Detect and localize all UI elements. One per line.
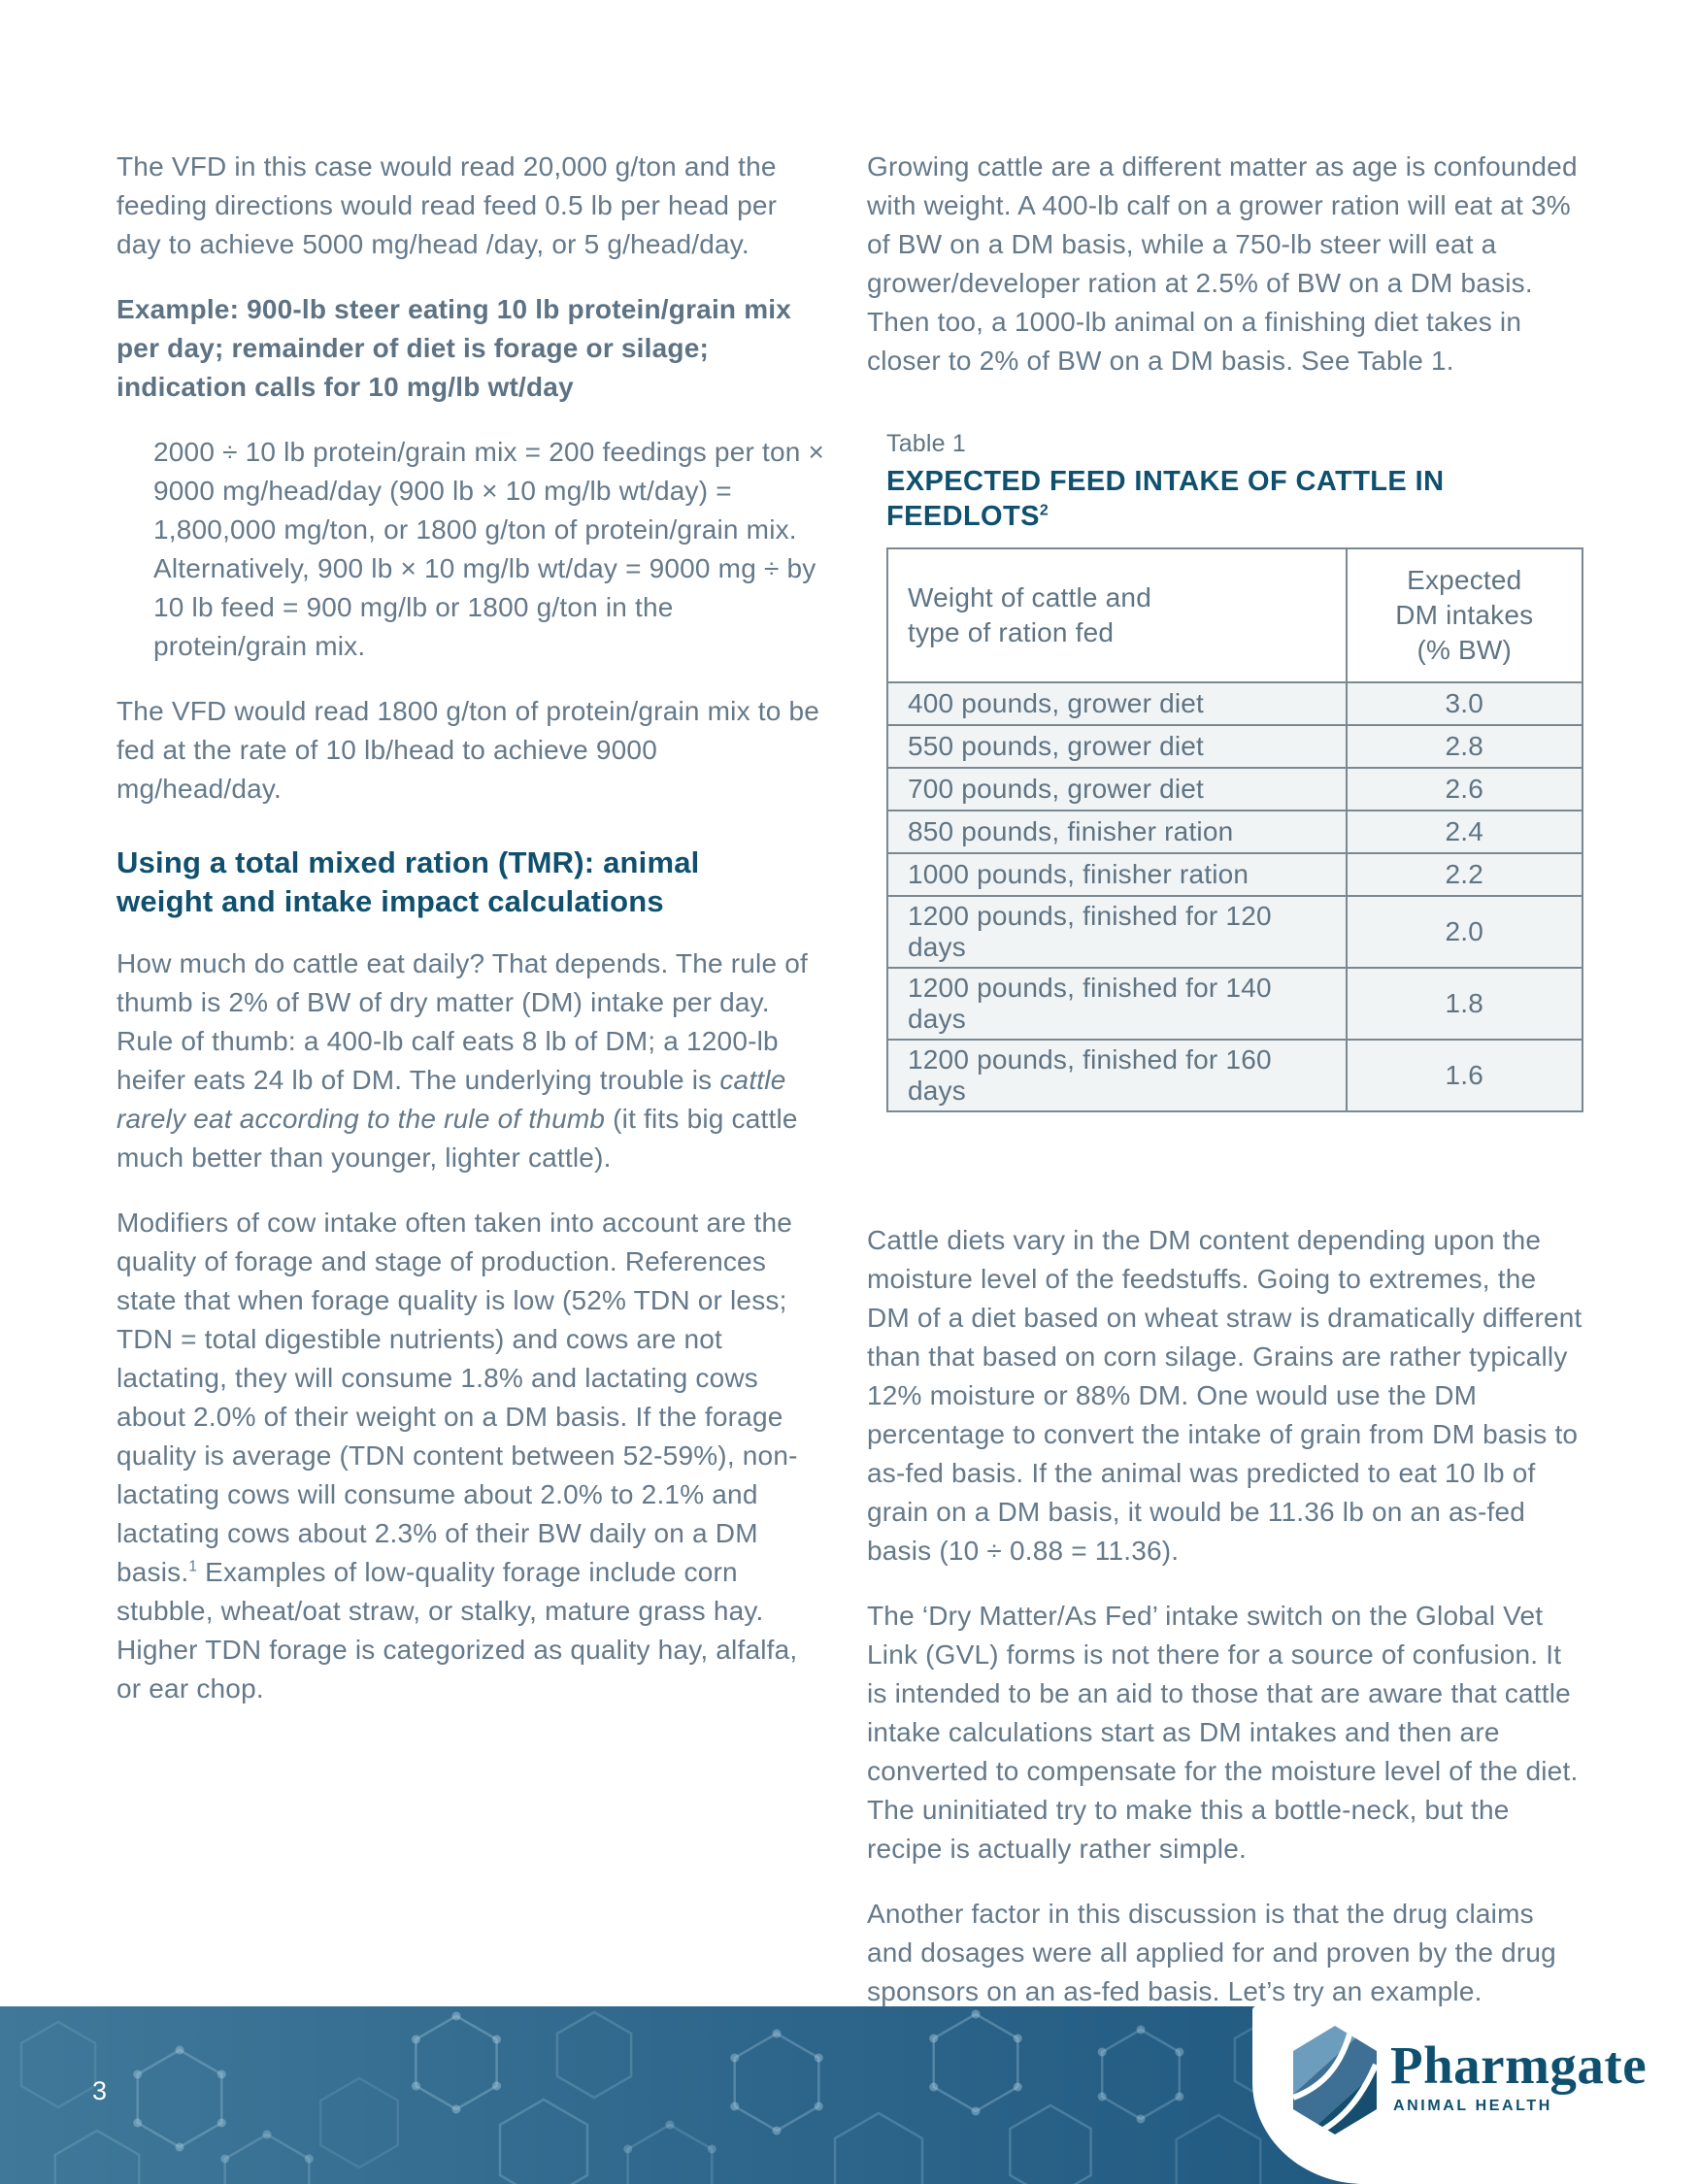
hexagon-decoration bbox=[21, 2022, 95, 2107]
hexagon-node-dot bbox=[1175, 2093, 1183, 2101]
hexagon-node-dot bbox=[972, 2010, 981, 2019]
table-row bbox=[887, 853, 1582, 896]
hexagon-node-dot bbox=[220, 2155, 229, 2164]
cell-diet: 1200 pounds, finished for 140 days bbox=[887, 968, 1347, 1040]
table-header-row bbox=[887, 548, 1582, 682]
cell-intake: 2.4 bbox=[1347, 811, 1582, 853]
hexagon-node-dot bbox=[1137, 2115, 1146, 2124]
paragraph-how-much bbox=[117, 944, 827, 1177]
hexagon-node-dot bbox=[1014, 2083, 1022, 2092]
hexagon-node-dot bbox=[815, 2102, 823, 2111]
column-header-intake-line3: (% BW) bbox=[1416, 635, 1513, 665]
hexagon-decoration bbox=[138, 2050, 222, 2147]
hexagon-node-dot bbox=[305, 2155, 314, 2164]
table-row bbox=[887, 725, 1582, 768]
hexagon-node-dot bbox=[730, 2102, 739, 2111]
paragraph-cattle-diets: Cattle diets vary in the DM content depending upon the moisture level of the feedstuffs. Going to extremes, the DM of a diet based on wheat straw is dramatically different than that based on corn silage. Grains are rather typically 12% moisture or 88% DM. One would use the DM percentage to convert the intake of grain from DM basis to as-fed basis. If the animal was predicted to eat 10 lb of grain on a DM basis, it would be 11.36 lb on an as-fed basis (10 ÷ 0.88 = 11.36). bbox=[867, 1225, 1582, 1566]
hexagon-node-dot bbox=[217, 2070, 226, 2079]
pharmgate-logo-mark-icon bbox=[1291, 2024, 1379, 2136]
hexagon-node-dot bbox=[1098, 2093, 1107, 2101]
hexagon-node-dot bbox=[623, 2145, 632, 2154]
cell-diet: 400 pounds, grower diet bbox=[887, 682, 1347, 725]
section-heading-tmr bbox=[117, 844, 827, 921]
table-title bbox=[886, 464, 1585, 534]
footnote-marker-2: 2 bbox=[1039, 502, 1049, 519]
hexagon-node-dot bbox=[929, 2083, 938, 2092]
paragraph-another-factor: Another factor in this discussion is that the drug claims and dosages were all applied for and proven by the drug sponsors on an as-fed basis. Let’s try an example. bbox=[867, 1899, 1556, 2006]
hexagon-node-dot bbox=[1137, 2026, 1146, 2035]
page-number: 3 bbox=[92, 2076, 108, 2105]
column-header-diet bbox=[887, 548, 1347, 682]
table-row bbox=[887, 768, 1582, 811]
cell-intake: 2.6 bbox=[1347, 768, 1582, 811]
cell-intake: 1.8 bbox=[1347, 968, 1582, 1040]
paragraph-modifiers-lead: Modifiers of cow intake often taken into account are the quality of forage and stage of production. References state that when forage quality is low (52% TDN or less; TDN = total digestible nutrients) and cows are not lactating, they will consume 1.8% and lactating cows about 2.0% of their weight on a DM basis. If the forage quality is average (TDN content between 52-59%), non-lactating cows will consume about 2.0% to 2.1% and lactating cows about 2.3% of their BW daily on a DM basis. bbox=[117, 1208, 798, 1587]
hexagon-node-dot bbox=[773, 2127, 782, 2135]
cell-intake: 2.8 bbox=[1347, 725, 1582, 768]
hexagon-node-dot bbox=[972, 2107, 981, 2116]
cell-diet: 1200 pounds, finished for 120 days bbox=[887, 896, 1347, 968]
cell-intake: 2.0 bbox=[1347, 896, 1582, 968]
paragraph-vfd-read: The VFD in this case would read 20,000 g/ton and the feeding directions would read feed 0.5 lb per head per day to achieve 5000 mg/head /day, or 5 g/head/day. bbox=[117, 151, 778, 259]
cell-diet: 1000 pounds, finisher ration bbox=[887, 853, 1347, 896]
hexagon-decoration bbox=[835, 2113, 922, 2184]
table-row bbox=[887, 1040, 1582, 1111]
hexagon-node-dot bbox=[730, 2054, 739, 2063]
section-heading-line2: weight and intake impact calculations bbox=[117, 884, 664, 918]
footnote-marker-1: 1 bbox=[188, 1558, 198, 1575]
hexagon-node-dot bbox=[929, 2035, 938, 2043]
column-header-intake bbox=[1347, 548, 1582, 682]
table-row bbox=[887, 896, 1582, 968]
feed-intake-table bbox=[886, 547, 1583, 1112]
hexagon-decoration bbox=[55, 2131, 140, 2184]
right-column bbox=[867, 148, 1585, 2037]
cell-diet: 550 pounds, grower diet bbox=[887, 725, 1347, 768]
hexagon-decoration bbox=[628, 2125, 713, 2184]
cell-diet: 850 pounds, finisher ration bbox=[887, 811, 1347, 853]
hexagon-node-dot bbox=[263, 2131, 272, 2139]
hexagon-decoration bbox=[320, 2078, 398, 2167]
hexagon-decoration bbox=[735, 2034, 819, 2131]
pharmgate-wordmark: Pharmgate bbox=[1390, 2035, 1648, 2095]
table-row bbox=[887, 682, 1582, 725]
pharmgate-logo bbox=[1291, 2024, 1680, 2169]
hexagon-node-dot bbox=[217, 2119, 226, 2128]
hexagon-node-dot bbox=[666, 2121, 675, 2130]
paragraph-how-much-tail: (it fits big cattle much better than younger, lighter cattle). bbox=[117, 1104, 798, 1173]
hexagon-node-dot bbox=[773, 2030, 782, 2038]
hexagon-node-dot bbox=[492, 2082, 501, 2091]
hexagon-node-dot bbox=[708, 2145, 716, 2154]
table-row bbox=[887, 968, 1582, 1040]
hexagon-decoration bbox=[1177, 2115, 1261, 2184]
section-heading-line1: Using a total mixed ration (TMR): animal bbox=[117, 845, 700, 879]
hexagon-decoration bbox=[557, 2012, 631, 2098]
hexagon-node-dot bbox=[815, 2054, 823, 2063]
hexagon-node-dot bbox=[176, 2046, 184, 2055]
hexagon-node-dot bbox=[452, 2105, 461, 2114]
hexagon-decoration bbox=[416, 2016, 496, 2109]
hexagon-node-dot bbox=[452, 2012, 461, 2021]
cell-intake: 1.6 bbox=[1347, 1040, 1582, 1111]
column-header-diet-line2: type of ration fed bbox=[908, 617, 1115, 647]
hexagon-node-dot bbox=[1175, 2048, 1183, 2057]
footer-logo-notch bbox=[1252, 2006, 1699, 2184]
hexagon-node-dot bbox=[133, 2070, 142, 2079]
paragraph-how-much-italic: cattle rarely eat according to the rule of thumb bbox=[117, 1065, 786, 1134]
paragraph-modifiers bbox=[117, 1204, 827, 1708]
example-heading: Example: 900-lb steer eating 10 lb protein/grain mix per day; remainder of diet is forage or silage; indication calls for 10 mg/lb wt/day bbox=[117, 294, 792, 402]
cell-diet: 1200 pounds, finished for 160 days bbox=[887, 1040, 1347, 1111]
column-header-intake-line2: DM intakes bbox=[1395, 600, 1534, 630]
hexagon-decoration bbox=[225, 2134, 310, 2184]
cell-diet: 700 pounds, grower diet bbox=[887, 768, 1347, 811]
paragraph-modifiers-tail: Examples of low-quality forage include corn stubble, wheat/oat straw, or stalky, mature grass hay. Higher TDN forage is categorized as quality hay, alfalfa, or ear chop. bbox=[117, 1557, 798, 1704]
pharmgate-tagline: ANIMAL HEALTH bbox=[1393, 2098, 1552, 2114]
paragraph-growing-cattle: Growing cattle are a different matter as age is confounded with weight. A 400-lb calf on a grower ration will eat at 3% of BW on a DM basis, while a 750-lb steer will eat a grower/developer ration at 2.5% of BW on a DM basis. Then too, a 1000-lb animal on a finishing diet takes in closer to 2% of BW on a DM basis. See Table 1. bbox=[867, 151, 1578, 376]
column-header-intake-line1: Expected bbox=[1407, 565, 1522, 595]
hexagon-node-dot bbox=[412, 2035, 420, 2044]
table-row bbox=[887, 811, 1582, 853]
hexagon-node-dot bbox=[133, 2119, 142, 2128]
hexagon-decoration bbox=[934, 2014, 1018, 2111]
hexagon-decoration bbox=[1102, 2030, 1180, 2119]
hexagon-node-dot bbox=[1098, 2048, 1107, 2057]
hexagon-node-dot bbox=[1014, 2035, 1022, 2043]
hexagon-node-dot bbox=[176, 2143, 184, 2152]
footer-band bbox=[0, 2006, 1699, 2184]
paragraph-vfd-would-read: The VFD would read 1800 g/ton of protein/grain mix to be fed at the rate of 10 lb/head to achieve 9000 mg/head/day. bbox=[117, 696, 820, 804]
column-header-diet-line1: Weight of cattle and bbox=[908, 582, 1151, 612]
paragraph-how-much-lead: How much do cattle eat daily? That depends. The rule of thumb is 2% of BW of dry matter (DM) intake per day. Rule of thumb: a 400-lb calf eats 8 lb of DM; a 1200-lb heifer eats 24 lb of DM. The underlying trouble is bbox=[117, 948, 808, 1095]
calculation-block: 2000 ÷ 10 lb protein/grain mix = 200 feedings per ton × 9000 mg/head/day (900 lb × 10 mg/lb wt/day) = 1,800,000 mg/ton, or 1800 g/ton of protein/grain mix. Alternatively, 900 lb × 10 mg/lb wt/day = 9000 mg ÷ by 10 lb feed = 900 mg/lb or 1800 g/ton in the protein/grain mix. bbox=[153, 437, 825, 661]
hexagon-decoration bbox=[500, 2100, 587, 2184]
paragraph-dry-matter-switch: The ‘Dry Matter/As Fed’ intake switch on the Global Vet Link (GVL) forms is not there for a source of confusion. It is intended to be an aid to those that are aware that cattle intake calculations start as DM intakes and then are converted to compensate for the moisture level of the diet. The uninitiated try to make this a bottle-neck, but the recipe is actually rather simple. bbox=[867, 1601, 1579, 1864]
hexagon-decoration bbox=[1010, 2105, 1090, 2184]
left-column bbox=[117, 148, 827, 1735]
hexagon-node-dot bbox=[412, 2082, 420, 2091]
table-label: Table 1 bbox=[886, 430, 967, 457]
table-title-text: EXPECTED FEED INTAKE OF CATTLE IN FEEDLOTS bbox=[886, 466, 1445, 532]
cell-intake: 3.0 bbox=[1347, 682, 1582, 725]
hexagon-node-dot bbox=[492, 2035, 501, 2044]
cell-intake: 2.2 bbox=[1347, 853, 1582, 896]
